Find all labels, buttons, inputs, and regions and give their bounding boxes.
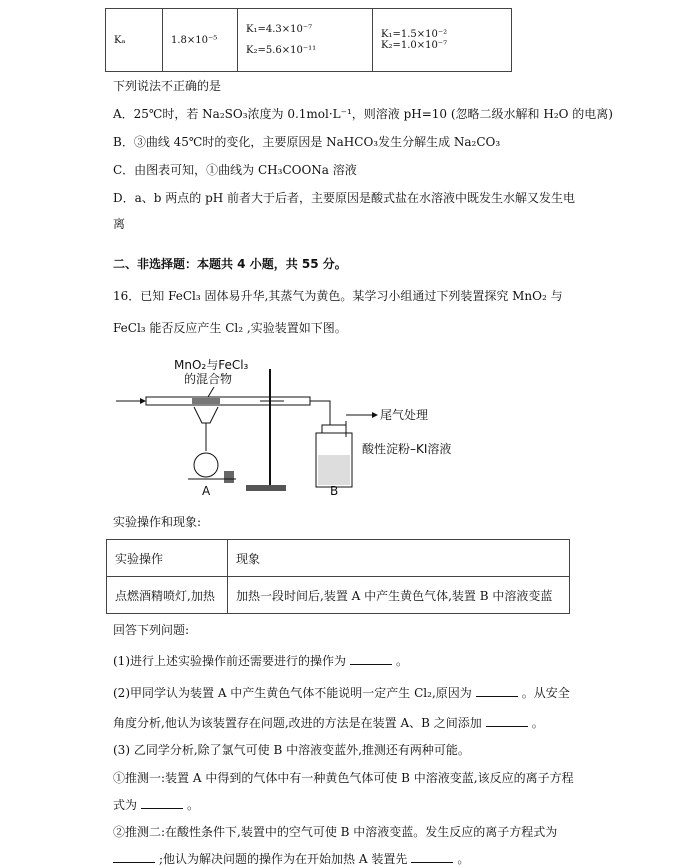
ka-h2co3-k1: K₁=4.3×10⁻⁷	[246, 24, 313, 35]
table-row	[107, 540, 570, 577]
part1-end: 。	[396, 654, 409, 668]
leader-line	[208, 387, 214, 397]
cell-phenomenon: 加热一段时间后,装置 A 中产生黄色气体,装置 B 中溶液变蓝	[228, 577, 570, 614]
answer-blank[interactable]	[141, 796, 183, 809]
part2-text: (2)甲同学认为装置 A 中产生黄色气体不能说明一定产生 Cl₂,原因为	[113, 686, 472, 700]
section-heading: 二、非选择题：本题共 4 小题，共 55 分。	[113, 257, 347, 271]
label-a: A	[202, 484, 211, 495]
answer-blank[interactable]	[350, 652, 392, 665]
ka-h2so3: K₁=1.5×10⁻² K₂=1.0×10⁻⁷	[373, 9, 512, 72]
guess2-end: 。	[457, 852, 470, 866]
guess1-text: 式为	[113, 798, 138, 812]
connecting-tube	[310, 401, 330, 427]
ka-h2co3-k2: K₂=5.6×10⁻¹¹	[246, 45, 317, 56]
q15-option-c: C．由图表可知，①曲线为 CH₃COONa 溶液	[113, 163, 357, 177]
inlet-arrow-icon	[116, 398, 146, 404]
apparatus-diagram	[112, 355, 512, 495]
guess2-text: ;他认为解决问题的操作为在开始加热 A 装置先	[159, 852, 408, 866]
q16-part3: (3) 乙同学分析,除了氯气可使 B 中溶液变蓝外,推测还有两种可能。	[113, 743, 470, 757]
table-row	[107, 577, 570, 614]
q15-option-b: B．③曲线 45℃时的变化，主要原因是 NaHCO₃发生分解生成 Na₂CO₃	[113, 135, 501, 149]
burner-knob	[224, 471, 234, 483]
ka-label: Kₐ	[106, 9, 163, 72]
guess2-line2	[113, 850, 469, 867]
solid-mixture	[192, 398, 220, 404]
q16-intro-line2: FeCl₃ 能否反应产生 Cl₂ ,实验装置如下图。	[113, 321, 347, 335]
spray-lamp-icon	[188, 407, 236, 483]
mixture-label-line2: 的混合物	[184, 372, 233, 386]
q16-part1	[113, 652, 408, 669]
ka-table	[105, 8, 512, 72]
ka-h2co3	[238, 9, 373, 72]
part1-text: (1)进行上述实验操作前还需要进行的操作为	[113, 654, 346, 668]
q16-intro-line1: 16．已知 FeCl₃ 固体易升华,其蒸气为黄色。某学习小组通过下列装置探究 MnO₂ 与	[113, 289, 563, 303]
q15-option-d-line2: 离	[113, 217, 126, 231]
tail-gas-label: 尾气处理	[380, 408, 429, 422]
q15-option-a: A．25℃时，若 Na₂SO₃浓度为 0.1mol·L⁻¹，则溶液 pH=10 (忽略二级水解和 H₂O 的电离)	[113, 107, 613, 121]
q16-part2-line2	[113, 714, 544, 731]
answer-heading: 回答下列问题:	[113, 623, 190, 637]
solution-label: 酸性淀粉–KI溶液	[362, 442, 452, 456]
table-row	[106, 9, 512, 72]
ops-heading: 实验操作和现象:	[113, 515, 202, 529]
q15-option-d-line1: D．a、b 两点的 pH 前者大于后者，主要原因是酸式盐在水溶液中既发生水解又发生电	[113, 191, 576, 205]
experiment-table	[106, 539, 570, 614]
guess1-line1: ①推测一:装置 A 中得到的气体中有一种黄色气体可使 B 中溶液变蓝,该反应的离子方程	[113, 771, 574, 785]
guess2-line1: ②推测二:在酸性条件下,装置中的空气可使 B 中溶液变蓝。发生反应的离子方程式为	[113, 825, 558, 839]
guess1-line2	[113, 796, 199, 813]
answer-blank[interactable]	[486, 714, 528, 727]
part2-end: 。	[531, 716, 544, 730]
iron-stand-icon	[246, 369, 286, 491]
header-phenomenon: 现象	[228, 540, 570, 577]
answer-blank[interactable]	[476, 684, 518, 697]
mixture-label-line1: MnO₂与FeCl₃	[174, 358, 249, 372]
part2-text-2: 角度分析,他认为该装置存在问题,改进的方法是在装置 A、B 之间添加	[113, 716, 482, 730]
reaction-tube	[146, 397, 310, 405]
outlet-arrow-icon	[358, 412, 378, 418]
answer-blank[interactable]	[113, 850, 155, 863]
cell-operation: 点燃酒精喷灯,加热	[107, 577, 228, 614]
q16-part2-line1	[113, 684, 570, 701]
wash-bottle-icon	[316, 415, 358, 487]
part2-continue: 。从安全	[521, 686, 570, 700]
header-operation: 实验操作	[107, 540, 228, 577]
q15-stem: 下列说法不正确的是	[113, 79, 222, 93]
guess1-end: 。	[187, 798, 200, 812]
label-b: B	[330, 484, 339, 495]
answer-blank[interactable]	[411, 850, 453, 863]
ka-ch3cooh: 1.8×10⁻⁵	[163, 9, 238, 72]
